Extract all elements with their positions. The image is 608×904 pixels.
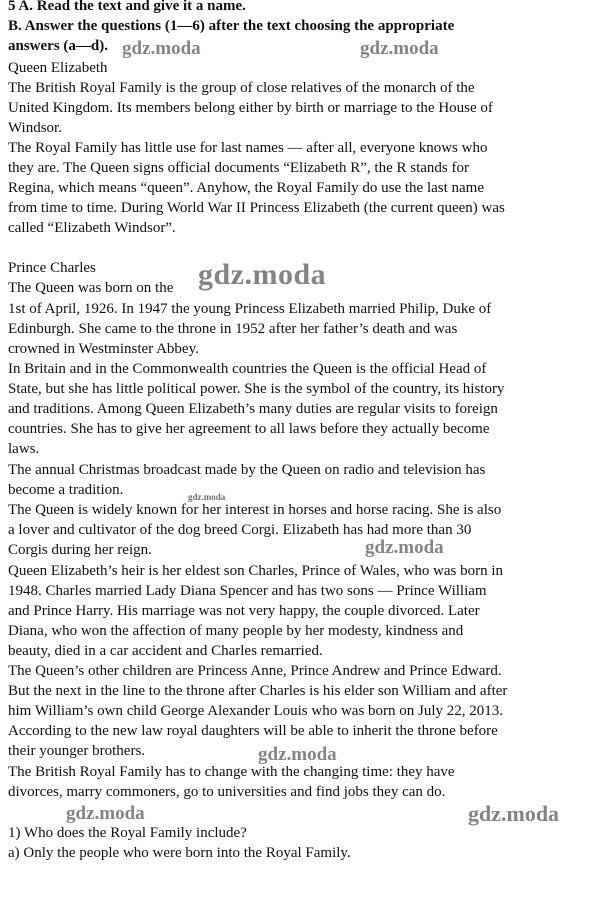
text-line: beauty, died in a car accident and Charles remarried. <box>8 643 323 659</box>
text-line: Regina, which means “queen”. Anyhow, the Royal Family do use the last name <box>8 180 485 196</box>
task-part-b-line1: B. Answer the questions (1—6) after the text choosing the appropriate <box>8 18 455 34</box>
watermark: gdz.moda <box>198 258 327 291</box>
text-line: The Queen’s other children are Princess Anne, Prince Andrew and Prince Edward. <box>8 663 502 679</box>
text-line: become a tradition. <box>8 482 124 498</box>
text-line: The annual Christmas broadcast made by the Queen on radio and television has <box>8 462 486 478</box>
text-line: But the next in the line to the throne after Charles is his elder son William and after <box>8 683 508 699</box>
text-line: According to the new law royal daughters will be able to inherit the throne before <box>8 723 498 739</box>
watermark: gdz.moda <box>258 744 337 765</box>
watermark: gdz.moda <box>365 537 444 558</box>
text-line: Corgis during her reign. <box>8 542 152 558</box>
text-line: 1st of April, 1926. In 1947 the young Princess Elizabeth married Philip, Duke of <box>8 301 492 317</box>
watermark: gdz.moda <box>468 801 560 826</box>
heading-queen-elizabeth: Queen Elizabeth <box>8 60 108 76</box>
text-line: their younger brothers. <box>8 743 146 759</box>
watermark: gdz.moda <box>188 492 226 502</box>
text-line: Windsor. <box>8 120 62 136</box>
task-part-a: 5 A. Read the text and give it a name. <box>8 0 246 14</box>
text-line: The Queen is widely known for her interest in horses and horse racing. She is also <box>8 502 502 518</box>
text-line: him William’s own child George Alexander Louis who was born on July 22, 2013. <box>8 703 504 719</box>
text-line: The Royal Family has little use for last names — after all, everyone knows who <box>8 140 488 156</box>
text-line: and Prince Harry. His marriage was not very happy, the couple divorced. Later <box>8 603 480 619</box>
text-line: United Kingdom. Its members belong either by birth or marriage to the House of <box>8 100 493 116</box>
text-line: crowned in Westminster Abbey. <box>8 341 199 357</box>
watermark: gdz.moda <box>360 38 439 59</box>
text-line: a lover and cultivator of the dog breed Corgi. Elizabeth has had more than 30 <box>8 522 472 538</box>
text-line: countries. She has to give her agreement to all laws before they actually become <box>8 421 490 437</box>
text-line: divorces, marry commoners, go to universities and find jobs they can do. <box>8 784 446 800</box>
question-1: 1) Who does the Royal Family include? <box>8 825 247 841</box>
text-line: The British Royal Family has to change with the changing time: they have <box>8 764 455 780</box>
text-line: from time to time. During World War II Princess Elizabeth (the current queen) was <box>8 200 505 216</box>
text-line: 1948. Charles married Lady Diana Spencer and has two sons — Prince William <box>8 583 487 599</box>
task-part-b-line2: answers (a—d). <box>8 38 108 54</box>
text-line: The Queen was born on the <box>8 280 174 296</box>
text-line: Queen Elizabeth’s heir is her eldest son Charles, Prince of Wales, who was born in <box>8 563 504 579</box>
text-line: called “Elizabeth Windsor”. <box>8 220 176 236</box>
text-line: Diana, who won the affection of many people by her modesty, kindness and <box>8 623 464 639</box>
text-line: Edinburgh. She came to the throne in 1952 after her father’s death and was <box>8 321 458 337</box>
text-line: they are. The Queen signs official documents “Elizabeth R”, the R stands for <box>8 160 469 176</box>
text-line: State, but she has little political power. She is the symbol of the country, its history <box>8 381 505 397</box>
watermark: gdz.moda <box>122 38 201 59</box>
text-line: and traditions. Among Queen Elizabeth’s many duties are regular visits to foreign <box>8 401 498 417</box>
watermark: gdz.moda <box>66 803 145 824</box>
question-1-answer-a: a) Only the people who were born into the Royal Family. <box>8 845 351 861</box>
heading-prince-charles: Prince Charles <box>8 260 96 276</box>
text-line: In Britain and in the Commonwealth countries the Queen is the official Head of <box>8 361 487 377</box>
text-line: laws. <box>8 441 40 457</box>
text-line: The British Royal Family is the group of close relatives of the monarch of the <box>8 80 475 96</box>
